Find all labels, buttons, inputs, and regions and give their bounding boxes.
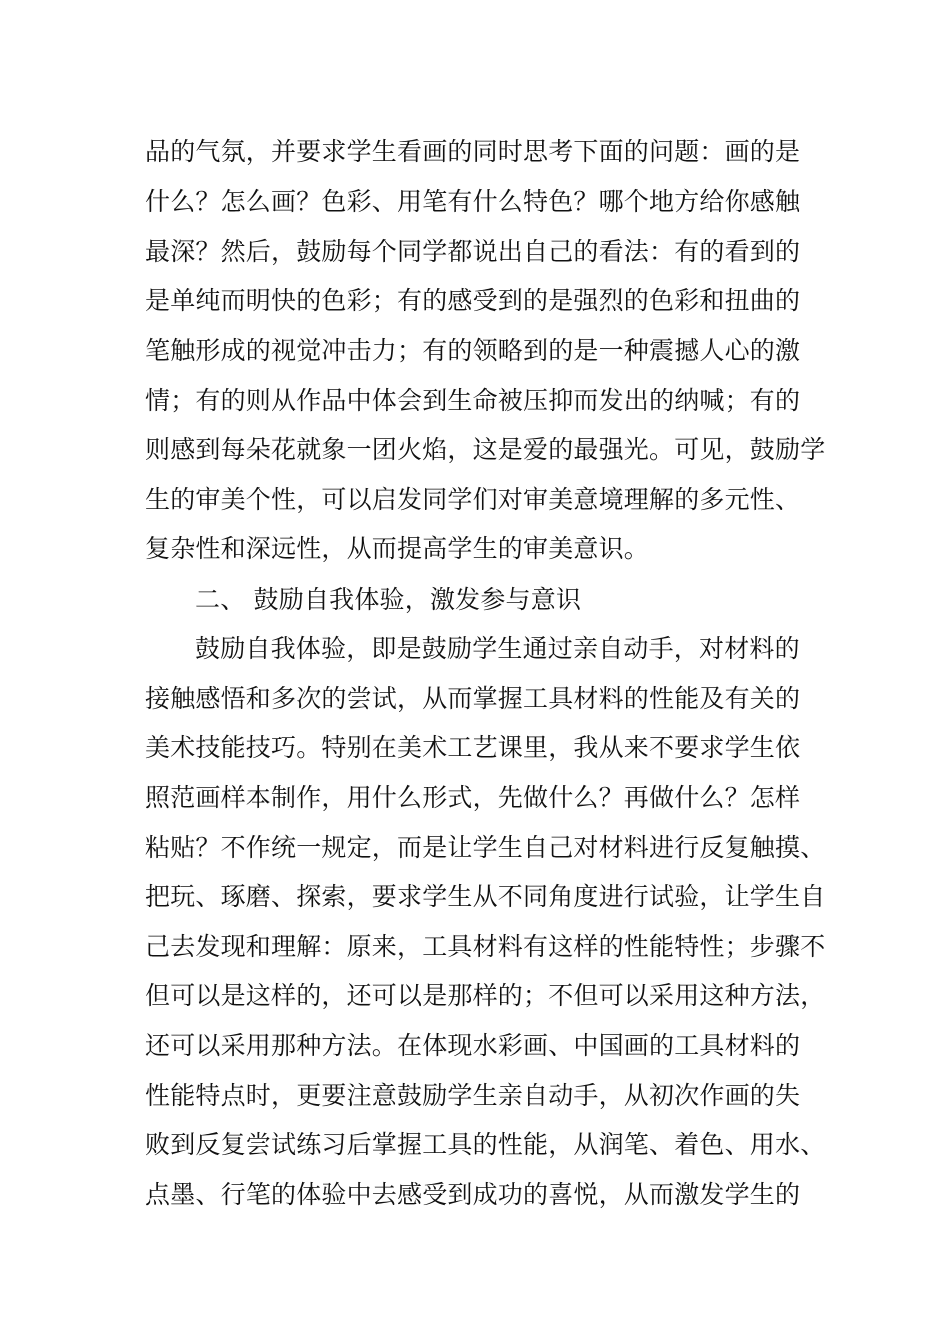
paragraph-line-20: 性能特点时，更要注意鼓励学生亲自动手，从初次作画的失 — [145, 1081, 801, 1110]
paragraph-line-11: 鼓励自我体验，即是鼓励学生通过亲自动手，对材料的 — [195, 634, 800, 663]
paragraph-line-15: 粘贴？不作统一规定，而是让学生自己对材料进行反复触摸、 — [145, 833, 826, 862]
paragraph-line-16: 把玩、琢磨、探索，要求学生从不同角度进行试验，让学生自 — [145, 882, 826, 911]
paragraph-line-2: 什么？怎么画？色彩、用笔有什么特色？哪个地方给你感触 — [145, 187, 801, 216]
paragraph-line-18: 但可以是这样的，还可以是那样的；不但可以采用这种方法， — [145, 981, 826, 1010]
paragraph-line-21: 败到反复尝试练习后掌握工具的性能，从润笔、着色、用水、 — [145, 1130, 826, 1159]
paragraph-line-22: 点墨、行笔的体验中去感受到成功的喜悦，从而激发学生的 — [145, 1180, 801, 1209]
paragraph-line-6: 情；有的则从作品中体会到生命被压抑而发出的纳喊；有的 — [145, 386, 801, 415]
paragraph-line-3: 最深？然后，鼓励每个同学都说出自己的看法：有的看到的 — [145, 237, 801, 266]
paragraph-line-19: 还可以采用那种方法。在体现水彩画、中国画的工具材料的 — [145, 1031, 801, 1060]
paragraph-line-13: 美术技能技巧。特别在美术工艺课里，我从来不要求学生依 — [145, 733, 801, 762]
paragraph-line-7: 则感到每朵花就象一团火焰，这是爱的最强光。可见，鼓励学 — [145, 435, 826, 464]
paragraph-line-9: 复杂性和深远性，从而提高学生的审美意识。 — [145, 534, 650, 563]
paragraph-line-8: 生的审美个性，可以启发同学们对审美意境理解的多元性、 — [145, 485, 801, 514]
paragraph-line-4: 是单纯而明快的色彩；有的感受到的是强烈的色彩和扭曲的 — [145, 286, 801, 315]
paragraph-line-17: 己去发现和理解：原来，工具材料有这样的性能特性；步骤不 — [145, 932, 826, 961]
paragraph-line-1: 品的气氛，并要求学生看画的同时思考下面的问题：画的是 — [145, 137, 801, 166]
paragraph-line-5: 笔触形成的视觉冲击力；有的领略到的是一种震撼人心的激 — [145, 336, 801, 365]
paragraph-line-14: 照范画样本制作，用什么形式，先做什么？再做什么？怎样 — [145, 783, 801, 812]
section-heading: 二、 鼓励自我体验，激发参与意识 — [195, 585, 582, 614]
paragraph-line-12: 接触感悟和多次的尝试，从而掌握工具材料的性能及有关的 — [145, 684, 801, 713]
